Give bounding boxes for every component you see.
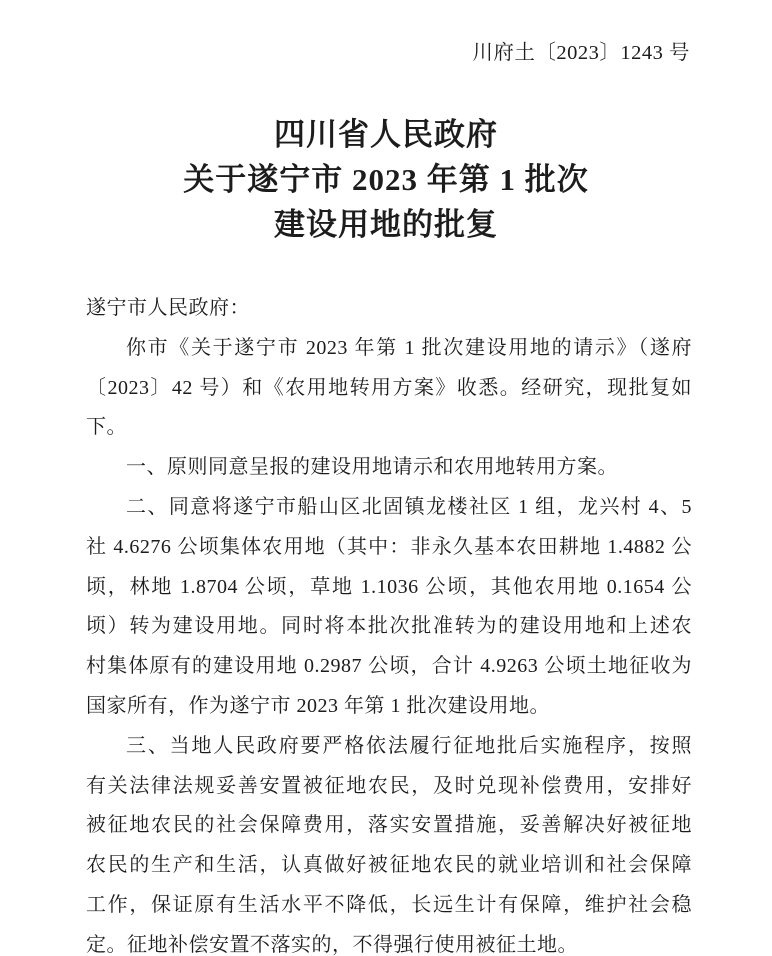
body-line: 村集体原有的建设用地 0.2987 公顷，合计 4.9263 公顷土地征收为 [86, 655, 692, 678]
doc-title-line-2: 关于遂宁市 2023 年第 1 批次 [183, 162, 589, 197]
body-line: 三、当地人民政府要严格依法履行征地批后实施程序，按照 [126, 734, 692, 757]
salutation-line: 遂宁市人民政府： [86, 297, 250, 319]
doc-title-line-1: 四川省人民政府 [274, 117, 498, 152]
body-line: 你市《关于遂宁市 2023 年第 1 批次建设用地的请示》（遂府 [126, 336, 692, 359]
body-line: 定。征地补偿安置不落实的，不得强行使用被征土地。 [86, 933, 578, 956]
body-line: 二、同意将遂宁市船山区北固镇龙楼社区 1 组，龙兴村 4、5 [126, 495, 692, 518]
doc-number: 川府土〔2023〕1243 号 [472, 42, 690, 64]
doc-title-line-3: 建设用地的批复 [274, 207, 498, 242]
doc-title [0, 112, 772, 247]
body-line: 〔2023〕42 号）和《农用地转用方案》收悉。经研究，现批复如 [86, 376, 692, 399]
body-line: 有关法律法规妥善安置被征地农民，及时兑现补偿费用，安排好 [86, 774, 692, 797]
body-line: 农民的生产和生活，认真做好被征地农民的就业培训和社会保障 [86, 854, 692, 877]
body-line: 被征地农民的社会保障费用，落实安置措施，妥善解决好被征地 [86, 814, 692, 837]
body-line: 国家所有，作为遂宁市 2023 年第 1 批次建设用地。 [86, 694, 550, 717]
document-body [86, 289, 692, 956]
body-line: 顷）转为建设用地。同时将本批次批准转为的建设用地和上述农 [86, 615, 692, 638]
body-line: 社 4.6276 公顷集体农用地（其中：非永久基本农田耕地 1.4882 公 [86, 535, 692, 558]
body-line: 一、原则同意呈报的建设用地请示和农用地转用方案。 [126, 456, 618, 479]
body-line: 工作，保证原有生活水平不降低，长远生计有保障，维护社会稳 [86, 893, 692, 916]
body-line: 下。 [86, 416, 127, 439]
body-line: 顷，林地 1.8704 公顷，草地 1.1036 公顷，其他农用地 0.1654 公 [86, 575, 692, 598]
